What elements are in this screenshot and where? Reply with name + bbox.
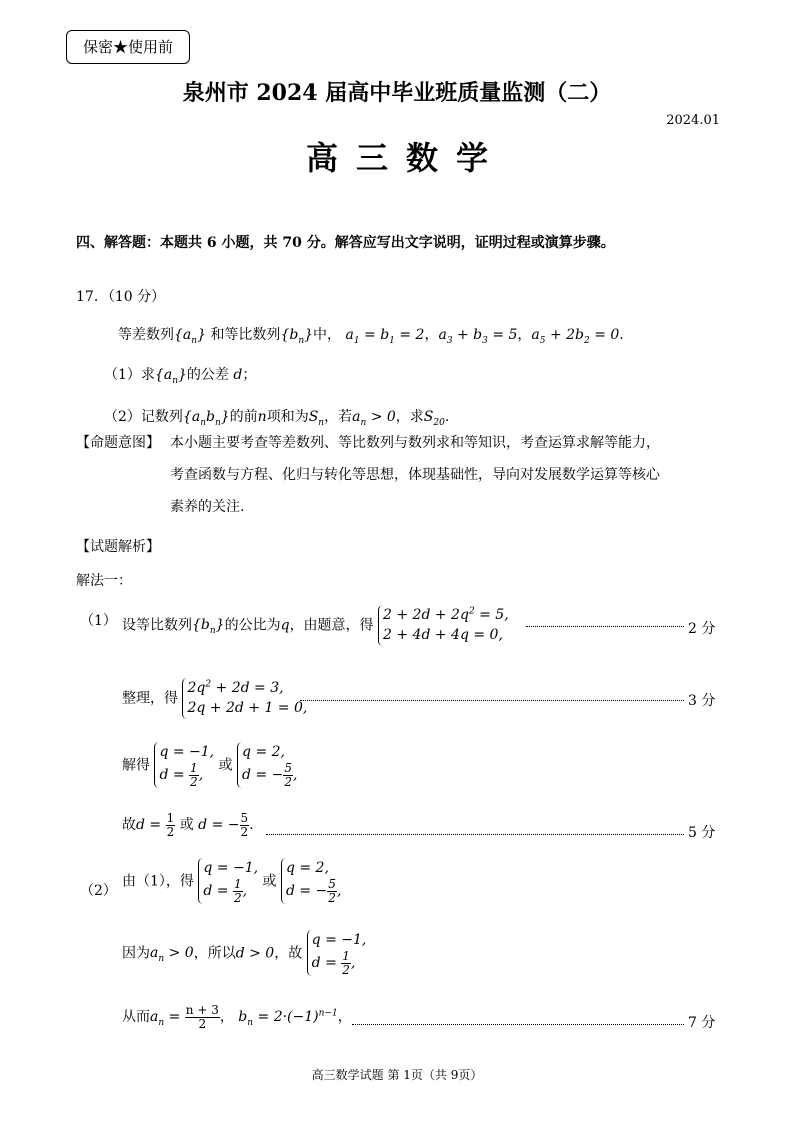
- section-heading: 四、解答题：本题共 6 小题，共 70 分。解答应写出文字说明，证明过程或演算步骤。: [76, 235, 615, 251]
- solution-thus: 从而$a_n$ = $\frac{n + 3}{2}$ ， $b_n = 2\cdot(-1)^{n-1}$，: [122, 1003, 352, 1031]
- dot-leader: [300, 700, 684, 701]
- score-mark: 3 分: [688, 693, 716, 709]
- confidential-stamp: 保密★使用前: [66, 30, 190, 64]
- question-statement: 等差数列$\{a_n\}$ 和等比数列$\{b_n\}$中， $a_1 = b_1 = 2$，$a_3 + b_3 = 5$，$a_5 + 2b_2 = 0$.: [118, 327, 624, 346]
- part-1-question: （1）求$\{a_n\}$的公差 d；: [104, 367, 257, 386]
- solution-because: 因为$a_n > 0$，所以d > 0，故 q = −1, d = $\frac{1}{2}$ ,: [122, 932, 367, 977]
- equation-system-2: $2q^2 + 2d = 3$, 2q + 2d + 1 = 0,: [182, 678, 307, 719]
- part-2-question: （2）记数列$\{a_nb_n\}$的前n项和为$S_n$，若$a_n > 0$，求$S_{20}$.: [104, 409, 450, 428]
- dot-leader: [526, 626, 684, 627]
- solution-tidy: 整理，得 $2q^2 + 2d = 3$, 2q + 2d + 1 = 0,: [122, 678, 307, 719]
- subject-title: 高三数学: [305, 139, 506, 177]
- score-mark: 5 分: [688, 825, 716, 841]
- question-number: 17．（10 分）: [76, 289, 166, 305]
- solution-part-1-label: （1）: [80, 613, 117, 629]
- solution-part-1-setup: 设等比数列$\{b_n\}$的公比为q，由题意，得 $2 + 2d + 2q^2 = 5$, 2 + 4d + 4q = 0,: [122, 605, 509, 646]
- exam-title: 泉州市 2024 届高中毕业班质量监测（二）: [182, 80, 612, 106]
- solution-solve: 解得 q = −1, d = $\frac{1}{2}$ , 或 q = 2, d = − $\frac{5}{2}$ ,: [122, 744, 298, 789]
- intent-line-3: 素养的关注.: [170, 499, 245, 515]
- intent-line-2: 考查函数与方程、化归与转化等思想，体现基础性，导向对发展数学运算等核心: [170, 467, 660, 483]
- equation-system-1: $2 + 2d + 2q^2 = 5$, 2 + 4d + 4q = 0,: [378, 605, 509, 646]
- score-mark: 7 分: [688, 1015, 716, 1031]
- solution-part-2-label: （2）: [80, 883, 117, 899]
- solution-conclusion: 故d = $\frac{1}{2}$ 或 d = − $\frac{5}{2}$ .: [122, 811, 254, 839]
- solution-part-2-recall: 由（1），得 q = −1, d = $\frac{1}{2}$ , 或 q = 2, d = − $\frac{5}{2}$ ,: [122, 860, 342, 905]
- dot-leader: [266, 834, 684, 835]
- intent-label: 【命题意图】: [76, 435, 160, 451]
- method-label: 解法一：: [76, 573, 132, 589]
- score-mark: 2 分: [688, 621, 716, 637]
- dot-leader: [352, 1024, 684, 1025]
- analysis-label: 【试题解析】: [76, 539, 160, 555]
- intent-line-1: 本小题主要考查等差数列、等比数列与数列求和等知识，考查运算求解等能力，: [170, 435, 660, 451]
- page-footer: 高三数学试题 第 1页（共 9页）: [311, 1068, 483, 1082]
- exam-date: 2024.01: [666, 113, 720, 128]
